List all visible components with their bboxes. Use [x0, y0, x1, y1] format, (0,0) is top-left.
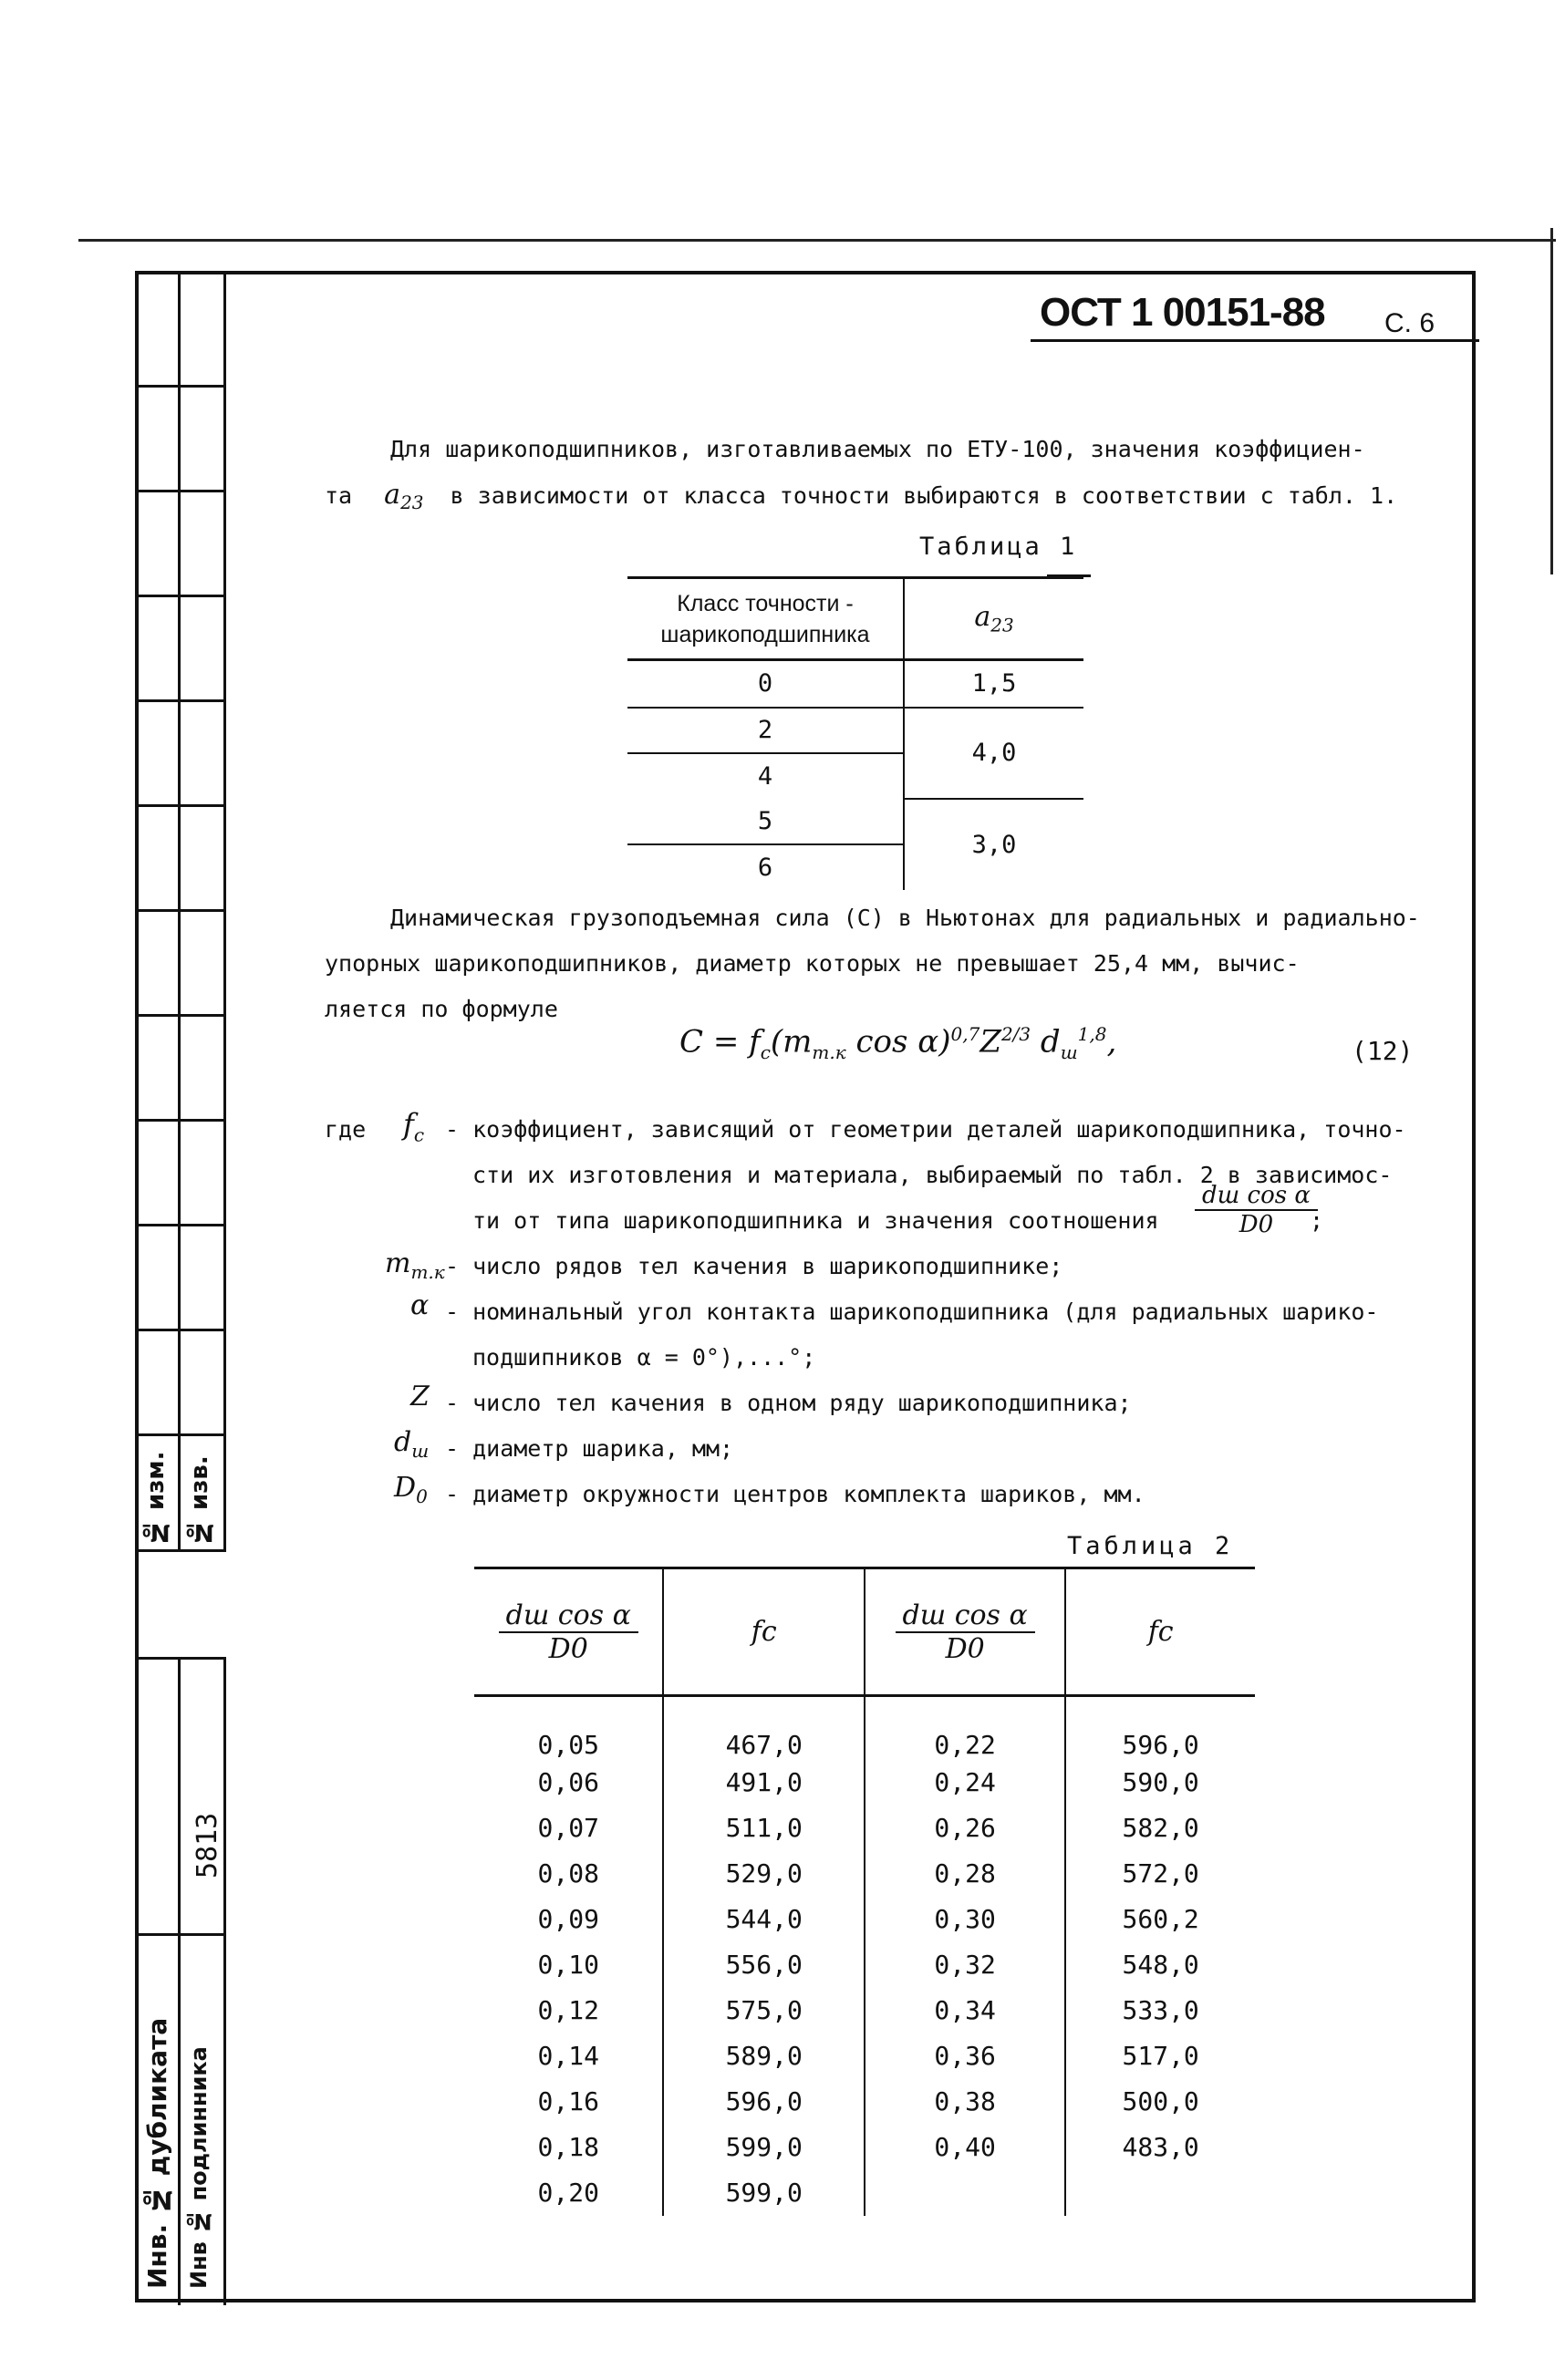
side-bottom-block	[135, 1657, 226, 2305]
side-cell	[135, 492, 223, 597]
fc-def-1: - коэффициент, зависящий от геометрии деталей шарикоподшипника, точно-	[445, 1116, 1406, 1143]
table2-ratio-right-frac	[896, 1599, 1035, 1665]
formula-m: (m	[770, 1023, 813, 1061]
table2-header-fc-left	[663, 1568, 865, 1696]
table-row	[474, 2079, 1255, 2125]
table2-fc-right-label: fc	[1147, 1616, 1174, 1648]
table2-right-ratio-cell: 0,34	[865, 1988, 1065, 2033]
table1-a-symbol: a	[974, 601, 991, 634]
ratio-semicolon: ;	[1310, 1207, 1324, 1234]
table-row	[474, 1696, 1255, 1760]
side-cell	[135, 702, 223, 807]
table2-right-fc-cell: 590,0	[1122, 1767, 1199, 1797]
table1-header-class	[627, 578, 904, 660]
header-underline	[1031, 339, 1479, 342]
table1-value-0: 1,5	[971, 669, 1017, 698]
table2-right-ratio-cell: 0,30	[865, 1897, 1065, 1942]
table1-value-2: 3,0	[971, 830, 1017, 859]
table-row	[474, 1851, 1255, 1897]
where-label: где	[325, 1116, 367, 1143]
m-def: - число рядов тел качения в шарикоподшипнике;	[445, 1253, 1063, 1279]
table2-right-fc-cell: 582,0	[1122, 1813, 1199, 1843]
outer-border-right	[1550, 228, 1553, 574]
table2-ratio-left-num: dш cos α	[499, 1599, 638, 1633]
table2-fc-left-label: fc	[751, 1616, 777, 1648]
dynamic-line-2: упорных шарикоподшипников, диаметр которых не превышает 25,4 мм, вычис-	[325, 950, 1300, 977]
table1-value-1: 4,0	[904, 708, 1083, 799]
table2-right-ratio-cell: 0,28	[865, 1851, 1065, 1897]
side-grid	[135, 271, 226, 1552]
fc-def-2: сти их изготовления и материала, выбираемый по табл. 2 в зависимос-	[472, 1162, 1393, 1188]
table2-left-ratio-cell: 0,10	[474, 1942, 663, 1988]
fc-def-3: ти от типа шарикоподшипника и значения соотношения	[472, 1207, 1159, 1234]
table2-left-ratio-cell: 0,08	[474, 1851, 663, 1897]
alpha-def-2: подшипников α = 0°),...°;	[472, 1344, 816, 1371]
table2-right-ratio-cell: 0,32	[865, 1942, 1065, 1988]
table1-class-2: 2	[627, 708, 904, 753]
formula-c: C = f	[679, 1023, 761, 1061]
side-bottom-divider	[178, 1660, 181, 2305]
table2-left-ratio-cell: 0,14	[474, 2033, 663, 2079]
formula-d: d	[1031, 1023, 1061, 1061]
table2-left-ratio-cell: 0,07	[474, 1806, 663, 1851]
table2-left-fc-cell: 589,0	[663, 2033, 865, 2079]
a23-symbol: a	[384, 479, 401, 511]
table2-right-fc-cell: 560,2	[1122, 1904, 1199, 1934]
table2-left-fc-cell: 596,0	[663, 2079, 865, 2125]
intro-prefix: та	[325, 482, 353, 509]
table-row	[474, 1760, 1255, 1806]
document-code: ОСТ 1 00151-88	[1040, 290, 1325, 335]
side-cell	[135, 1122, 223, 1226]
table2-right-ratio-cell: 0,38	[865, 2079, 1065, 2125]
table-2	[474, 1567, 1255, 2216]
dynamic-line-1: Динамическая грузоподъемная сила (C) в Ньютонах для радиальных и радиально-	[390, 905, 1420, 931]
fc-symbol: $f_c$	[403, 1107, 425, 1146]
table2-body	[474, 1696, 1255, 2216]
table2-right-ratio-cell	[865, 2170, 1065, 2216]
alpha-def-1: - номинальный угол контакта шарикоподшипника (для радиальных шарико-	[445, 1299, 1379, 1325]
table2-right-fc-cell: 517,0	[1122, 2041, 1199, 2071]
table2-left-fc-cell: 556,0	[663, 1942, 865, 1988]
side-bottom-hline	[135, 1933, 223, 1936]
side-cell	[135, 271, 223, 388]
table-row	[474, 1897, 1255, 1942]
formula-z: Z	[979, 1023, 1001, 1061]
table2-ratio-right-den: D0	[945, 1632, 985, 1665]
side-cell	[135, 807, 223, 912]
table-row	[474, 2033, 1255, 2079]
table2-left-ratio-cell: 0,18	[474, 2125, 663, 2170]
table2-left-fc-cell: 467,0	[663, 1696, 865, 1760]
table2-header-fc-right	[1065, 1568, 1255, 1696]
formula-cos: cos α)	[845, 1023, 951, 1061]
table2-left-ratio-cell: 0,16	[474, 2079, 663, 2125]
formula-number: (12)	[1352, 1036, 1414, 1066]
table2-left-fc-cell: 599,0	[663, 2125, 865, 2170]
table1-class-4: 4	[627, 753, 904, 799]
ratio-denominator: D0	[1239, 1211, 1274, 1238]
table-1	[627, 576, 1083, 890]
table2-left-fc-cell: 511,0	[663, 1806, 865, 1851]
intro-line-2	[325, 472, 1397, 525]
table1-header-a23	[904, 578, 1083, 660]
page-number: С. 6	[1384, 308, 1435, 338]
original-inv-label: Инв № подлинника	[186, 2046, 212, 2289]
table1-header-class-line2: шарикоподшипника	[660, 621, 870, 647]
table-row	[474, 2170, 1255, 2216]
table1-class-0: 0	[627, 660, 904, 708]
table1-caption: Таблица 1	[919, 533, 1078, 561]
table-row	[474, 1942, 1255, 1988]
table2-right-ratio-cell: 0,26	[865, 1806, 1065, 1851]
alpha-symbol: α	[410, 1289, 430, 1321]
side-cell	[135, 912, 223, 1017]
D0-symbol: $D_0$	[394, 1472, 428, 1507]
table2-left-ratio-cell: 0,05	[474, 1696, 663, 1760]
intro-suffix: в зависимости от класса точности выбираются в соответствии с табл. 1.	[450, 482, 1398, 509]
m-symbol: $m_{т.к}$	[385, 1247, 445, 1283]
intro-line-1: Для шарикоподшипников, изготавливаемых по ЕТУ-100, значения коэффициен-	[390, 436, 1365, 462]
table1-class-5: 5	[627, 799, 904, 844]
duplicate-inv-label: Инв. № дубликата	[142, 2017, 172, 2289]
D0-def: - диаметр окружности центров комплекта шариков, мм.	[445, 1481, 1145, 1507]
z-def: - число тел качения в одном ряду шарикоподшипника;	[445, 1390, 1132, 1416]
table2-right-ratio-cell: 0,36	[865, 2033, 1065, 2079]
side-cell	[135, 1017, 223, 1122]
side-cell	[135, 1331, 223, 1436]
formula-comma: ,	[1106, 1023, 1117, 1061]
table2-header-ratio-right	[865, 1568, 1065, 1696]
side-cell	[135, 388, 223, 492]
table2-left-ratio-cell: 0,12	[474, 1988, 663, 2033]
table2-left-ratio-cell: 0,06	[474, 1760, 663, 1806]
original-number: 5813	[192, 1812, 223, 1878]
table2-left-ratio-cell: 0,20	[474, 2170, 663, 2216]
table2-right-fc-cell: 572,0	[1122, 1858, 1199, 1888]
table2-left-ratio-cell: 0,09	[474, 1897, 663, 1942]
z-symbol: Z	[410, 1381, 430, 1412]
table2-right-ratio-cell: 0,22	[865, 1696, 1065, 1760]
dynamic-line-3: ляется по формуле	[325, 996, 558, 1022]
table2-header-ratio-left	[474, 1568, 663, 1696]
izm-label: № изм.	[142, 1451, 170, 1546]
d-def: - диаметр шарика, мм;	[445, 1435, 734, 1462]
formula-12: $C = f_c(m_{т.к}$ $\cos \alpha)^{0,7}Z^{2/3}$ $d_ш^{1,8}$,	[679, 1023, 1117, 1064]
table1-class-6: 6	[627, 844, 904, 890]
table2-caption: Таблица 2	[1067, 1532, 1234, 1560]
table1-header-class-line1: Класс точности -	[677, 590, 854, 616]
table2-right-fc-cell: 500,0	[1122, 2086, 1199, 2116]
table2-left-fc-cell: 544,0	[663, 1897, 865, 1942]
table-row	[474, 2125, 1255, 2170]
table2-left-fc-cell: 529,0	[663, 1851, 865, 1897]
side-cell	[135, 1226, 223, 1331]
table2-right-fc-cell: 596,0	[1122, 1729, 1199, 1760]
a23-subscript: 23	[400, 492, 424, 513]
table2-right-fc-cell	[1065, 2170, 1255, 2216]
table2-right-fc-cell: 483,0	[1122, 2132, 1199, 2162]
table2-ratio-left-den: D0	[548, 1632, 588, 1665]
table2-left-fc-cell: 599,0	[663, 2170, 865, 2216]
table2-right-fc-cell: 533,0	[1122, 1995, 1199, 2025]
izv-label: № изв.	[186, 1455, 213, 1546]
ratio-numerator: dш cos α	[1195, 1182, 1318, 1211]
table2-right-ratio-cell: 0,40	[865, 2125, 1065, 2170]
d-symbol: $d_ш$	[394, 1426, 430, 1462]
table1-a-subscript: 23	[990, 614, 1014, 636]
table-row	[474, 1806, 1255, 1851]
table2-right-fc-cell: 548,0	[1122, 1950, 1199, 1980]
table2-ratio-left-frac	[499, 1599, 638, 1665]
side-cell	[135, 597, 223, 702]
table-row	[474, 1988, 1255, 2033]
ratio-fraction	[1195, 1182, 1318, 1238]
table2-right-ratio-cell: 0,24	[865, 1760, 1065, 1806]
table2-ratio-right-num: dш cos α	[896, 1599, 1035, 1633]
side-panel	[135, 271, 223, 2302]
table2-left-fc-cell: 575,0	[663, 1988, 865, 2033]
table2-left-fc-cell: 491,0	[663, 1760, 865, 1806]
